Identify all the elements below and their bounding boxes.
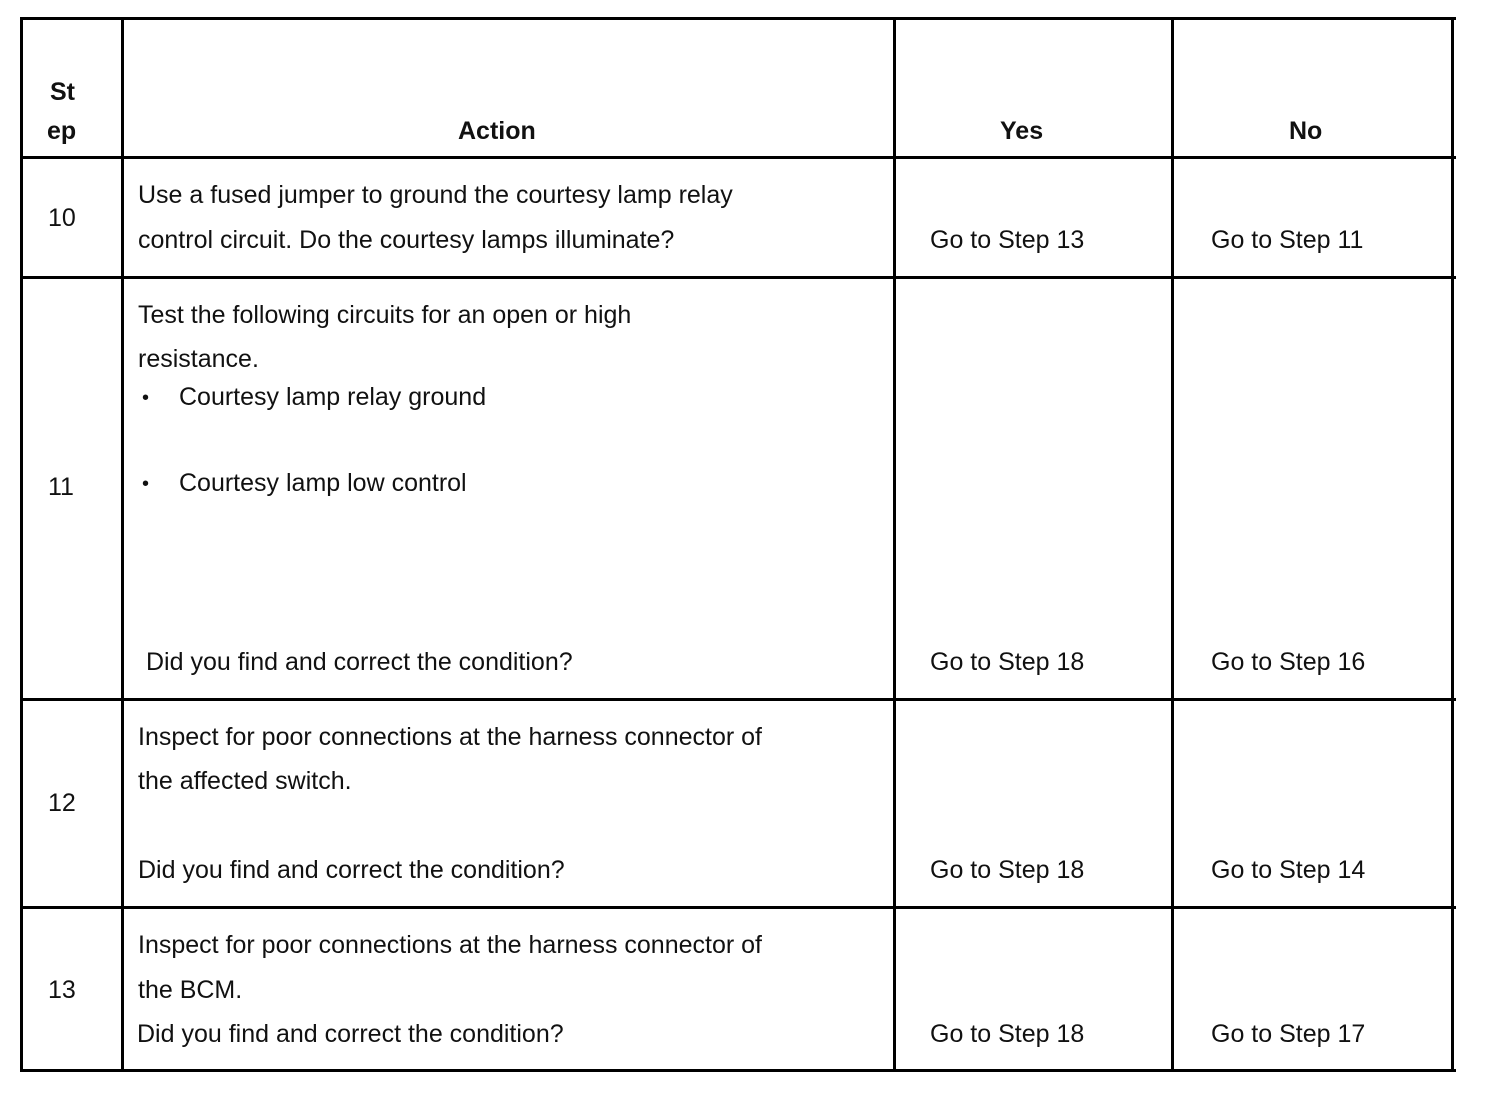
yes-result: Go to Step 13	[930, 226, 1085, 254]
no-result: Go to Step 11	[1211, 226, 1364, 254]
step-number: 11	[48, 473, 74, 501]
row-divider	[20, 276, 1456, 279]
yes-result: Go to Step 18	[930, 856, 1085, 884]
action-text: the affected switch.	[138, 767, 352, 795]
header-divider	[20, 156, 1456, 159]
action-text: Inspect for poor connections at the harness connector of	[138, 931, 762, 959]
column-divider	[1171, 17, 1174, 1072]
row-divider	[20, 698, 1456, 701]
no-result: Go to Step 17	[1211, 1020, 1366, 1048]
yes-result: Go to Step 18	[930, 1020, 1085, 1048]
bullet-item: Courtesy lamp relay ground	[179, 383, 487, 411]
table-border-left	[20, 17, 23, 1072]
action-text: Test the following circuits for an open or high	[138, 301, 632, 329]
column-divider	[893, 17, 896, 1072]
action-text: Use a fused jumper to ground the courtesy lamp relay	[138, 181, 733, 209]
troubleshooting-table	[20, 17, 1456, 1072]
step-number: 12	[48, 789, 76, 817]
header-yes: Yes	[1000, 117, 1044, 145]
row-divider	[20, 906, 1456, 909]
bullet-marker: •	[142, 473, 150, 495]
no-result: Go to Step 16	[1211, 648, 1366, 676]
header-step-line1: St	[50, 78, 75, 106]
header-action: Action	[458, 117, 536, 145]
action-text: Inspect for poor connections at the harness connector of	[138, 723, 762, 751]
table-border-top	[20, 17, 1456, 20]
question-text: Did you find and correct the condition?	[137, 1020, 564, 1048]
question-text: Did you find and correct the condition?	[146, 648, 573, 676]
question-text: Did you find and correct the condition?	[138, 856, 565, 884]
bullet-item: Courtesy lamp low control	[179, 469, 467, 497]
bullet-marker: •	[142, 387, 150, 409]
step-number: 13	[48, 976, 76, 1004]
action-text: resistance.	[138, 345, 259, 373]
column-divider	[121, 17, 124, 1072]
step-number: 10	[48, 204, 76, 232]
action-text: the BCM.	[138, 976, 243, 1004]
table-border-bottom	[20, 1069, 1456, 1072]
yes-result: Go to Step 18	[930, 648, 1085, 676]
action-text: control circuit. Do the courtesy lamps illuminate?	[138, 226, 675, 254]
header-no: No	[1289, 117, 1323, 145]
header-step-line2: ep	[47, 117, 77, 145]
table-border-right	[1451, 17, 1454, 1072]
no-result: Go to Step 14	[1211, 856, 1366, 884]
